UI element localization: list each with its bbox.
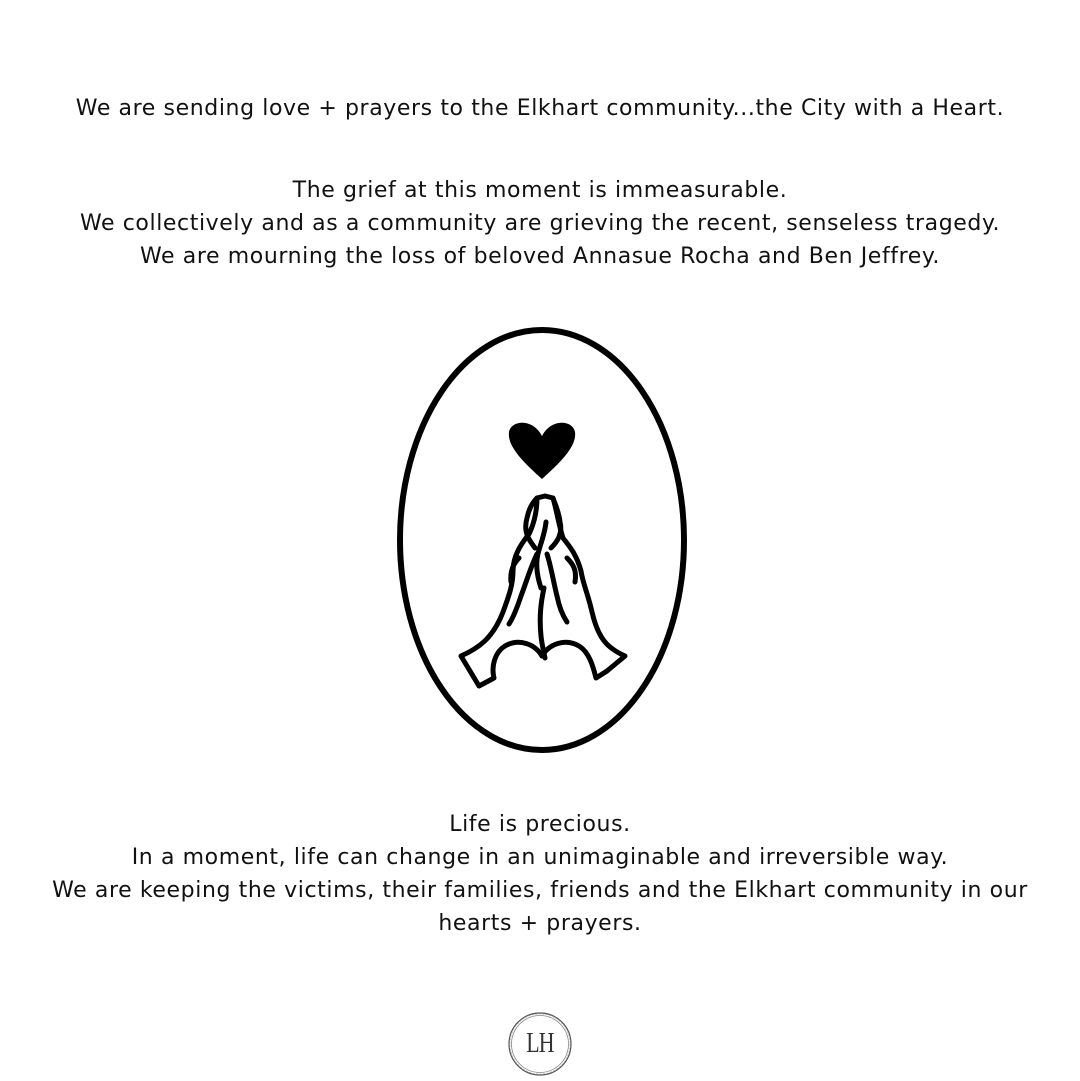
grief-line-3: We are mourning the loss of beloved Annasue Rocha and Ben Jeffrey. bbox=[139, 244, 941, 269]
closing-line-4: hearts + prayers. bbox=[438, 911, 642, 936]
grief-line-2: We collectively and as a community are grieving the recent, senseless tragedy. bbox=[79, 211, 1001, 236]
lh-monogram-logo bbox=[507, 1011, 573, 1077]
heart-icon bbox=[509, 423, 575, 479]
opening-message: We are sending love + prayers to the Elkhart community...the City with a Heart. bbox=[75, 96, 1005, 121]
prayer-emblem bbox=[395, 326, 690, 754]
closing-line-2: In a moment, life can change in an unimaginable and irreversible way. bbox=[131, 845, 949, 870]
monogram-text: LH bbox=[526, 1028, 554, 1059]
grief-line-1: The grief at this moment is immeasurable. bbox=[292, 178, 788, 203]
closing-line-1: Life is precious. bbox=[449, 812, 631, 837]
closing-line-3: We are keeping the victims, their families, friends and the Elkhart community in our bbox=[52, 878, 1028, 903]
praying-hands-icon bbox=[461, 496, 625, 686]
